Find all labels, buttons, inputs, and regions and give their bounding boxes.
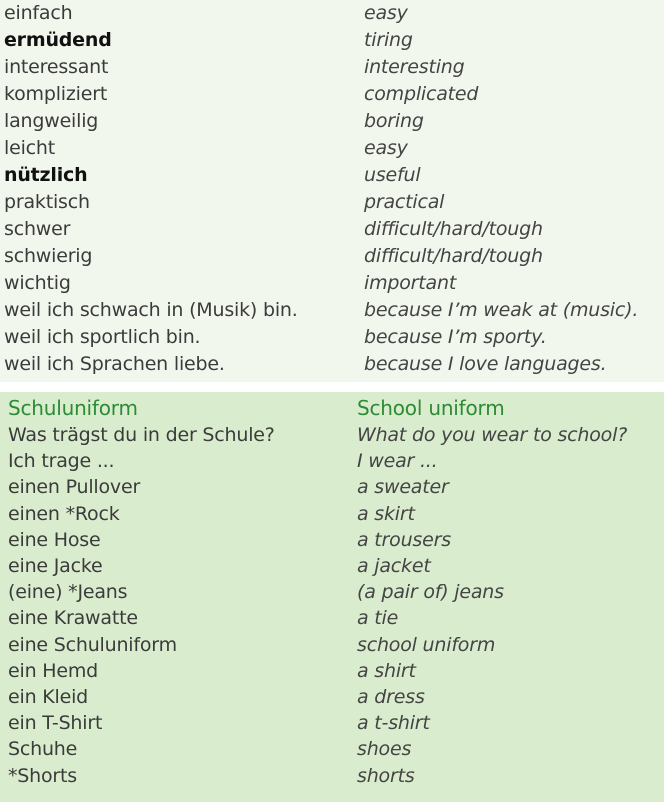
vocab-row-adj-14 <box>0 351 664 378</box>
vocab-row-uniform-11 <box>0 684 664 710</box>
english-translation: a trousers <box>357 528 451 551</box>
vocab-row-adj-3 <box>0 54 664 81</box>
adjectives-vocab-panel <box>0 0 664 382</box>
english-translation: complicated <box>364 83 479 105</box>
english-translation: What do you wear to school? <box>357 424 628 446</box>
vocab-row-adj-6 <box>0 135 664 162</box>
german-term: schwer <box>4 218 71 240</box>
german-term: kompliziert <box>4 83 108 105</box>
english-translation: easy <box>364 2 408 24</box>
english-translation: school uniform <box>357 633 496 656</box>
german-term: weil ich sportlich bin. <box>4 326 201 348</box>
vocab-row-uniform-14 <box>0 763 664 789</box>
vocab-row-adj-5 <box>0 108 664 135</box>
english-translation: shorts <box>357 764 415 787</box>
vocab-row-adj-8 <box>0 189 664 216</box>
english-translation: a t-shirt <box>357 712 430 735</box>
german-term: *Shorts <box>8 764 77 787</box>
vocab-row-uniform-6 <box>0 553 664 579</box>
german-term: nützlich <box>4 164 88 186</box>
vocab-row-adj-2 <box>0 27 664 54</box>
german-term: interessant <box>4 56 109 78</box>
english-translation: boring <box>364 110 424 132</box>
vocab-row-uniform-3 <box>0 474 664 500</box>
vocab-row-uniform-1 <box>0 422 664 448</box>
german-term: eine Krawatte <box>8 607 138 630</box>
english-translation: difficult/hard/tough <box>364 245 543 267</box>
english-translation: a shirt <box>357 659 416 682</box>
german-term: Ich trage ... <box>8 450 115 473</box>
vocab-row-uniform-12 <box>0 710 664 736</box>
english-translation: practical <box>364 191 445 213</box>
german-term: schwierig <box>4 245 93 267</box>
english-translation: difficult/hard/tough <box>364 218 543 240</box>
german-term: leicht <box>4 137 55 159</box>
vocab-row-adj-7 <box>0 162 664 189</box>
vocab-row-uniform-5 <box>0 527 664 553</box>
german-term: praktisch <box>4 191 90 213</box>
german-term: einen *Rock <box>8 502 120 525</box>
english-translation: useful <box>364 164 421 186</box>
vocab-row-adj-11 <box>0 270 664 297</box>
english-translation: (a pair of) jeans <box>357 581 504 604</box>
german-term: langweilig <box>4 110 99 132</box>
german-term: weil ich Sprachen liebe. <box>4 353 225 375</box>
german-term: (eine) *Jeans <box>8 581 128 604</box>
german-term: weil ich schwach in (Musik) bin. <box>4 299 298 321</box>
german-term: eine Schuluniform <box>8 633 177 656</box>
section-heading <box>0 395 664 421</box>
english-translation: a skirt <box>357 502 415 525</box>
english-translation: interesting <box>364 56 465 78</box>
vocab-row-adj-12 <box>0 297 664 324</box>
vocab-row-uniform-10 <box>0 658 664 684</box>
english-translation: shoes <box>357 738 412 761</box>
vocab-row-uniform-8 <box>0 605 664 631</box>
vocab-row-adj-1 <box>0 0 664 27</box>
vocab-row-uniform-2 <box>0 448 664 474</box>
german-term: ermüdend <box>4 29 112 51</box>
german-heading: Schuluniform <box>8 396 138 420</box>
vocab-row-adj-10 <box>0 243 664 270</box>
german-term: ein Hemd <box>8 659 98 682</box>
german-term: ein Kleid <box>8 686 89 708</box>
vocab-row-uniform-9 <box>0 632 664 658</box>
english-translation: tiring <box>364 29 413 51</box>
german-term: eine Jacke <box>8 555 103 577</box>
english-translation: easy <box>364 137 408 159</box>
english-heading: School uniform <box>357 396 505 420</box>
german-term: Schuhe <box>8 738 78 761</box>
english-translation: because I love languages. <box>364 353 607 375</box>
english-translation: a sweater <box>357 476 449 499</box>
german-term: wichtig <box>4 272 71 294</box>
vocab-row-uniform-7 <box>0 579 664 605</box>
vocab-row-adj-9 <box>0 216 664 243</box>
german-term: einfach <box>4 2 73 24</box>
english-translation: because I’m weak at (music). <box>364 299 639 321</box>
english-translation: I wear ... <box>357 450 438 473</box>
english-translation: important <box>364 272 457 294</box>
german-term: Was trägst du in der Schule? <box>8 424 275 446</box>
vocab-row-adj-4 <box>0 81 664 108</box>
german-term: eine Hose <box>8 528 101 551</box>
vocab-row-uniform-4 <box>0 501 664 527</box>
vocab-row-uniform-13 <box>0 736 664 762</box>
vocab-row-adj-13 <box>0 324 664 351</box>
german-term: ein T-Shirt <box>8 712 103 735</box>
english-translation: a dress <box>357 686 425 708</box>
english-translation: because I’m sporty. <box>364 326 547 348</box>
german-term: einen Pullover <box>8 476 141 499</box>
school-uniform-vocab-panel <box>0 392 664 802</box>
english-translation: a jacket <box>357 555 431 577</box>
english-translation: a tie <box>357 607 399 630</box>
